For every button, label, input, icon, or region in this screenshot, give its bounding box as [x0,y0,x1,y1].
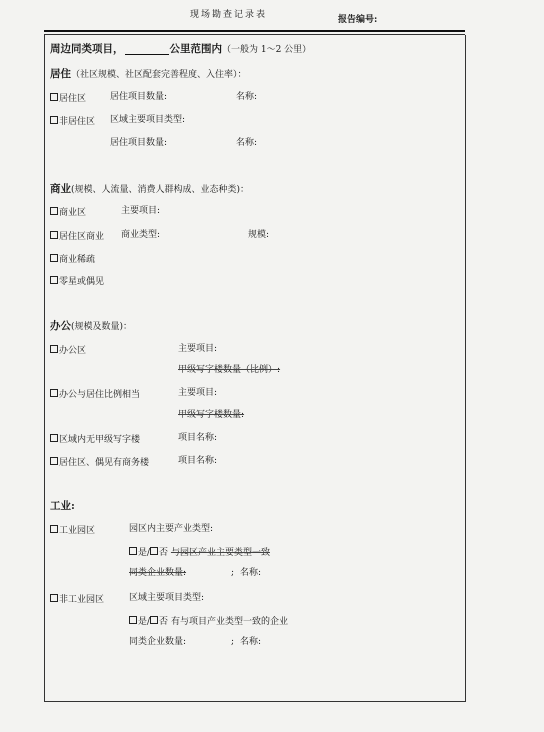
form-border-bottom [44,701,466,702]
header-rule-thin [44,34,465,35]
scattered-commerce-option[interactable]: 零星或偶见 [50,276,104,287]
office-heading-note: (规模及数量)： [71,322,133,332]
residential-commerce-option[interactable]: 居住区商业 [50,231,104,242]
checkbox-icon[interactable] [50,389,58,397]
checkbox-icon[interactable] [50,457,58,465]
area-main-type-field[interactable]: 区域主要项目类型: [129,593,205,603]
grade-a-ratio-field[interactable]: 甲级写字楼数量（比例）: [178,365,281,375]
no-grade-a-option[interactable]: 区域内无甲级写字楼 [50,434,140,445]
checkbox-icon[interactable] [150,616,158,624]
checkbox-icon[interactable] [50,93,58,101]
checkbox-icon[interactable] [50,116,58,124]
header-rule-thick [44,30,465,32]
form-border-right [465,35,466,702]
range-note: （一般为 1～2 公里） [222,45,312,55]
commerce-heading-note: (规模、人流量、消费人群构成、业态种类)： [71,185,250,195]
checkbox-icon[interactable] [50,254,58,262]
checkbox-icon[interactable] [50,594,58,602]
range-line [50,44,311,55]
office-main-field-2[interactable]: 主要项目: [178,388,218,398]
office-project-name-field-2[interactable]: 项目名称: [178,456,218,466]
range-prefix: 周边同类项目， [50,43,124,55]
page-title: 现场勘查记录表 [190,10,268,20]
residential-occasional-office-option[interactable]: 居住区、偶见有商务楼 [50,457,149,468]
separator-2: ; [231,637,235,647]
residential-name-field[interactable]: 名称: [236,92,258,102]
residence-heading-line [50,69,247,80]
form-border-left [44,35,45,702]
commerce-type-field[interactable]: 商业类型: [121,230,161,240]
commerce-heading-line [50,184,249,195]
checkbox-icon[interactable] [129,616,137,624]
non-park-same-count-field[interactable]: 同类企业数量: [129,637,187,647]
non-industrial-park-option[interactable]: 非工业园区 [50,594,104,605]
non-park-company-name-field[interactable]: 名称: [240,637,262,647]
residential-area-option[interactable]: 居住区 [50,93,86,104]
non-residential-option[interactable]: 非居住区 [50,116,95,127]
area-project-type-field[interactable]: 区域主要项目类型: [110,115,186,125]
residence-heading: 居住 [50,68,71,80]
balanced-office-option[interactable]: 办公与居住比例相当 [50,389,140,400]
non-park-consistency-line: 是/ 否 有与项目产业类型一致的企业 [129,616,288,627]
checkbox-icon[interactable] [50,276,58,284]
commercial-area-option[interactable]: 商业区 [50,207,86,218]
industrial-park-option[interactable]: 工业园区 [50,525,95,536]
office-heading-line [50,321,132,332]
commercial-main-field[interactable]: 主要项目: [121,206,161,216]
office-main-field[interactable]: 主要项目: [178,344,218,354]
office-heading: 办公 [50,320,71,332]
industry-heading: 工业: [50,500,75,512]
commerce-scale-field[interactable]: 规模: [248,230,270,240]
checkbox-icon[interactable] [50,345,58,353]
residential-name-field-2[interactable]: 名称: [236,138,258,148]
residential-count-field[interactable]: 居住项目数量: [110,92,168,102]
park-industry-type-field[interactable]: 园区内主要产业类型: [129,524,214,534]
checkbox-icon[interactable] [150,547,158,555]
residence-heading-note: （社区规模、社区配套完善程度、入住率）： [71,70,247,80]
office-project-name-field[interactable]: 项目名称: [178,433,218,443]
separator: ; [231,568,235,578]
office-area-option[interactable]: 办公区 [50,345,86,356]
checkbox-icon[interactable] [50,434,58,442]
checkbox-icon[interactable] [50,525,58,533]
checkbox-icon[interactable] [50,207,58,215]
report-number-label: 报告编号: [338,15,378,25]
commerce-heading: 商业 [50,183,71,195]
sparse-commerce-option[interactable]: 商业稀疏 [50,254,95,265]
checkbox-icon[interactable] [129,547,137,555]
residential-count-field-2[interactable]: 居住项目数量: [110,138,168,148]
park-company-name-field[interactable]: 名称: [240,568,262,578]
park-same-count-field[interactable]: 同类企业数量: [129,568,187,578]
park-consistency-line: 是/ 否 与园区产业主要类型一致 [129,547,270,558]
checkbox-icon[interactable] [50,231,58,239]
grade-a-count-field[interactable]: 甲级写字楼数量: [178,410,245,420]
range-km-field[interactable] [125,45,169,55]
range-unit: 公里范围内 [169,43,222,55]
